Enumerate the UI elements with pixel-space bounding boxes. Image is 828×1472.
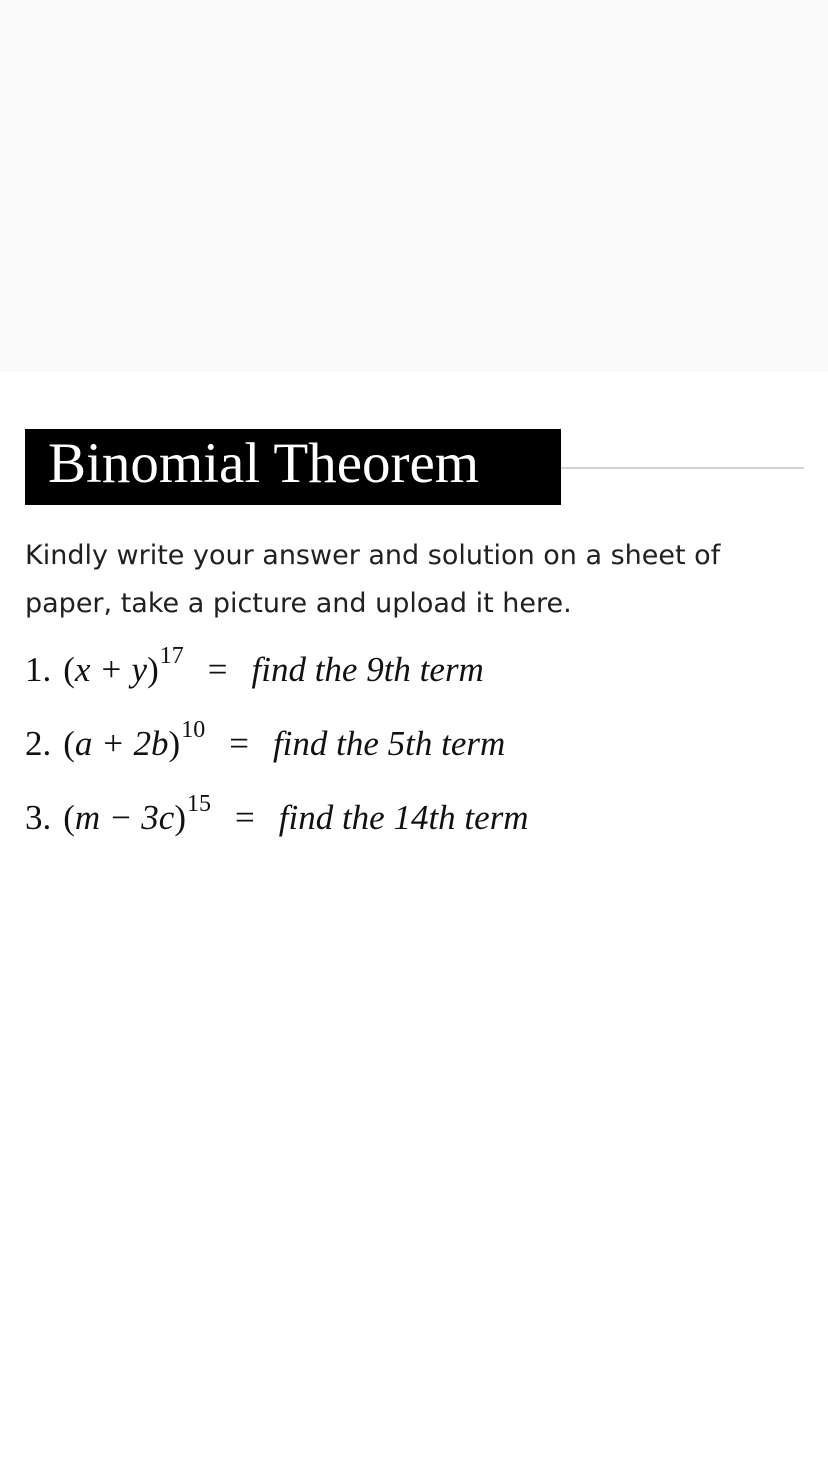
open-paren: (	[63, 798, 75, 837]
question-task: find the 5th term	[272, 724, 506, 763]
equals-sign: =	[229, 724, 249, 763]
question-expression	[63, 791, 211, 838]
question-task: find the 14th term	[278, 798, 529, 837]
question-item	[25, 717, 506, 774]
question-number: 1.	[25, 650, 52, 689]
close-paren: )	[174, 798, 186, 837]
question-task: find the 9th term	[251, 650, 484, 689]
question-number: 2.	[25, 724, 52, 763]
question-item	[25, 643, 484, 700]
expression-base: m − 3c	[74, 798, 175, 837]
expression-base: x + y	[74, 650, 148, 689]
open-paren: (	[63, 724, 75, 763]
expression-base: a + 2b	[74, 724, 169, 763]
top-blank-area	[0, 0, 828, 372]
page-title: Binomial Theorem	[25, 429, 561, 505]
open-paren: (	[63, 650, 75, 689]
question-expression	[63, 643, 184, 690]
instructions-text: Kindly write your answer and solution on a sheet of paper, take a picture and upload it here.	[25, 540, 721, 619]
close-paren: )	[168, 724, 181, 763]
equals-sign: =	[235, 798, 255, 837]
question-item	[25, 791, 529, 848]
question-number: 3.	[25, 798, 52, 837]
section-header	[25, 429, 805, 505]
close-paren: )	[147, 650, 159, 689]
expression-exponent: 17	[159, 643, 184, 669]
expression-exponent: 10	[181, 717, 206, 743]
equals-sign: =	[207, 650, 228, 689]
question-expression	[63, 717, 206, 764]
expression-exponent: 15	[187, 791, 211, 817]
